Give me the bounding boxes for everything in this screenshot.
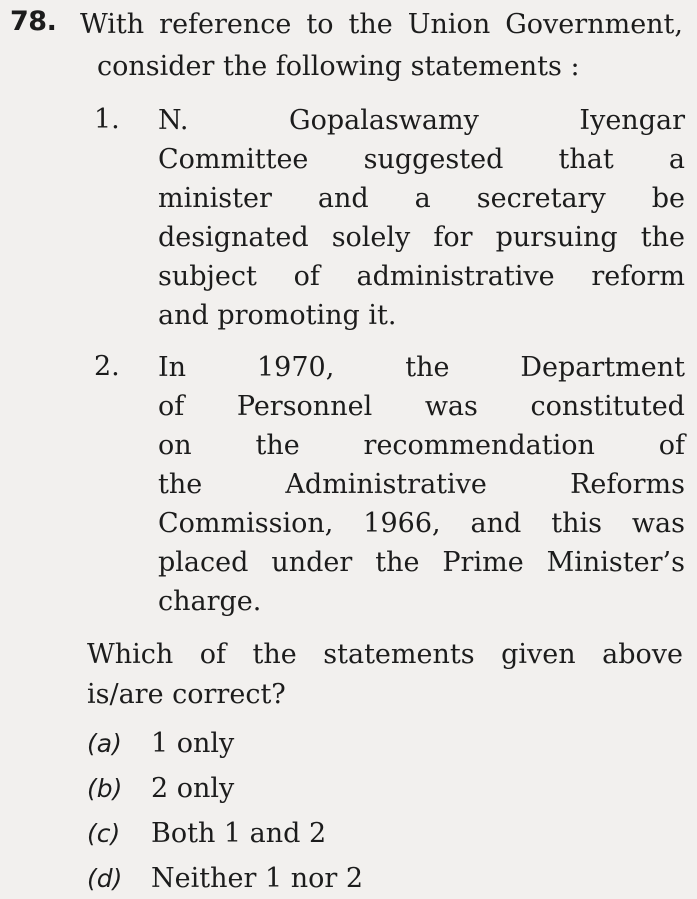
word: subject (158, 261, 257, 292)
word: Which (87, 639, 174, 670)
question-prompt (87, 635, 683, 715)
option-text: Neither 1 nor 2 (151, 863, 364, 894)
word: placed (158, 547, 249, 578)
word: the (158, 469, 203, 500)
option-b[interactable] (87, 770, 234, 808)
word: minister (158, 183, 272, 214)
statement-line (158, 387, 685, 426)
word: and (470, 508, 522, 539)
statement-number: 1. (94, 104, 120, 135)
word: of (293, 261, 320, 292)
word: secretary (476, 183, 606, 214)
word: for (433, 222, 473, 253)
word: the (252, 639, 297, 670)
word: a (414, 183, 431, 214)
word: on (158, 430, 192, 461)
statement-line (158, 582, 685, 621)
word: be (651, 183, 685, 214)
stem-word: With (80, 9, 145, 40)
word: was (631, 508, 685, 539)
word: of (658, 430, 685, 461)
option-c[interactable] (87, 815, 326, 853)
word: suggested (363, 144, 504, 175)
word: is/are correct? (87, 679, 286, 710)
word: administrative (356, 261, 555, 292)
stem-word: Union (407, 9, 491, 40)
word: was (424, 391, 478, 422)
word: under (271, 547, 353, 578)
word: Committee (158, 144, 309, 175)
word: of (158, 391, 185, 422)
statement-line (158, 543, 685, 582)
word: and (317, 183, 369, 214)
statement-line (158, 465, 685, 504)
word: that (558, 144, 614, 175)
word: a (668, 144, 685, 175)
option-letter: (a) (87, 729, 122, 758)
word: Iyengar (579, 105, 685, 136)
stem-word: to (306, 9, 334, 40)
word: charge. (158, 586, 262, 617)
word: Prime (442, 547, 524, 578)
word: Personnel (236, 391, 373, 422)
statement-number: 2. (94, 351, 120, 382)
word: above (602, 639, 683, 670)
stem-word: the (348, 9, 393, 40)
statement-line (158, 101, 685, 140)
word: Department (520, 352, 685, 383)
option-letter: (d) (87, 864, 123, 893)
word: the (405, 352, 450, 383)
word: Reforms (570, 469, 685, 500)
statement-line (158, 257, 685, 296)
option-a[interactable] (87, 725, 234, 763)
option-text: 2 only (151, 773, 235, 804)
word: constituted (530, 391, 685, 422)
word: statements (323, 639, 475, 670)
statement-line (158, 218, 685, 257)
stem-word: reference (159, 9, 292, 40)
word: Commission, (158, 508, 334, 539)
word: and promoting it. (158, 300, 397, 331)
word: designated (158, 222, 309, 253)
word: Gopalaswamy (289, 105, 479, 136)
question-stem-line2: consider the following statements : (97, 51, 580, 82)
question-stem-line1 (80, 6, 683, 44)
word: 1970, (257, 352, 335, 383)
option-d[interactable] (87, 860, 363, 898)
option-letter: (c) (87, 819, 121, 848)
word: Administrative (285, 469, 487, 500)
word: pursuing (495, 222, 618, 253)
word: of (199, 639, 227, 670)
statement-line (158, 504, 685, 543)
word: the (375, 547, 420, 578)
word: N. (158, 105, 189, 136)
prompt-line (87, 635, 683, 675)
stem-word: Government, (505, 9, 683, 40)
statement-line (158, 348, 685, 387)
word: this (551, 508, 602, 539)
question-number: 78. (10, 6, 57, 37)
option-text: Both 1 and 2 (151, 818, 327, 849)
statement-2 (158, 348, 685, 621)
statement-line (158, 179, 685, 218)
statement-line (158, 426, 685, 465)
word: Minister’s (546, 547, 685, 578)
word: the (640, 222, 685, 253)
option-letter: (b) (87, 774, 123, 803)
statement-line (158, 296, 685, 335)
word: In (158, 352, 187, 383)
statement-1 (158, 101, 685, 335)
word: given (501, 639, 576, 670)
word: 1966, (363, 508, 441, 539)
word: the (255, 430, 300, 461)
prompt-line (87, 675, 683, 715)
word: solely (331, 222, 411, 253)
word: reform (591, 261, 685, 292)
option-text: 1 only (151, 728, 235, 759)
statement-line (158, 140, 685, 179)
word: recommendation (363, 430, 595, 461)
